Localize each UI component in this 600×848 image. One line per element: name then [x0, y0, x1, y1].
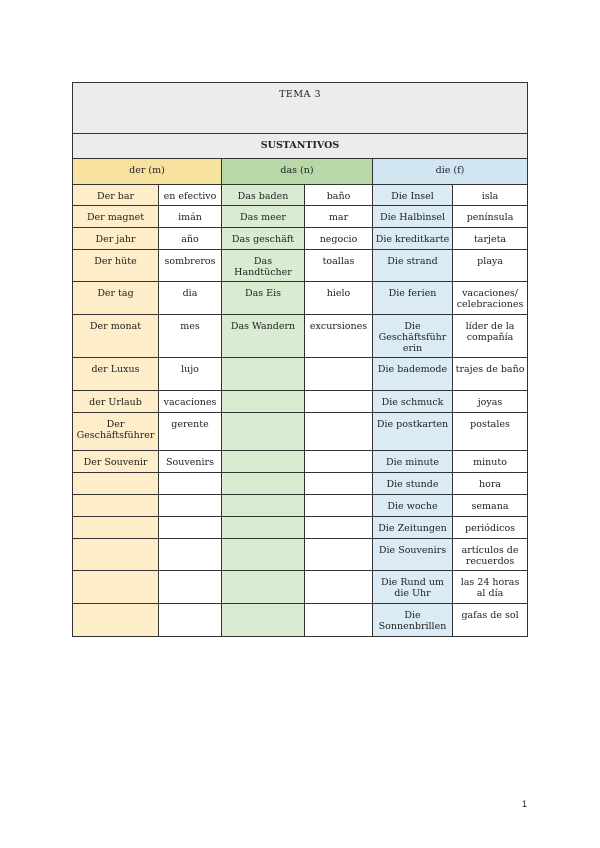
vocabulary-table [72, 82, 528, 637]
die-german-cell: Die Insel [373, 185, 453, 206]
das-spanish-cell [305, 495, 373, 517]
das-spanish-cell: mar [305, 206, 373, 228]
das-german-cell: Das Wandern [222, 315, 305, 358]
table-row [73, 282, 528, 315]
die-spanish-cell: isla [453, 185, 528, 206]
das-spanish-cell [305, 517, 373, 539]
die-spanish-cell: postales [453, 413, 528, 451]
das-german-cell [222, 473, 305, 495]
table-row [73, 604, 528, 637]
die-german-cell: Die postkarten [373, 413, 453, 451]
der-spanish-cell [159, 539, 222, 571]
die-german-cell: Die minute [373, 451, 453, 473]
table-row [73, 571, 528, 604]
das-spanish-cell [305, 451, 373, 473]
das-german-cell [222, 391, 305, 413]
der-german-cell [73, 495, 159, 517]
die-spanish-cell: líder de la compañía [453, 315, 528, 358]
der-german-cell [73, 517, 159, 539]
die-german-cell: Die bademode [373, 358, 453, 391]
der-german-cell: Der Souvenir [73, 451, 159, 473]
die-spanish-cell: trajes de baño [453, 358, 528, 391]
der-german-cell: Der monat [73, 315, 159, 358]
table-row [73, 358, 528, 391]
die-spanish-cell: hora [453, 473, 528, 495]
die-spanish-cell: semana [453, 495, 528, 517]
der-german-cell: Der tag [73, 282, 159, 315]
die-spanish-cell: minuto [453, 451, 528, 473]
table-row [73, 517, 528, 539]
die-spanish-cell: las 24 horas al día [453, 571, 528, 604]
der-spanish-cell: Souvenirs [159, 451, 222, 473]
die-german-cell: Die strand [373, 250, 453, 282]
header-der: der (m) [73, 159, 222, 185]
die-german-cell: Die Souvenirs [373, 539, 453, 571]
das-spanish-cell: toallas [305, 250, 373, 282]
das-german-cell: Das meer [222, 206, 305, 228]
header-die: die (f) [373, 159, 528, 185]
table-row [73, 413, 528, 451]
das-german-cell: Das Handtücher [222, 250, 305, 282]
table-row [73, 495, 528, 517]
der-german-cell: der Urlaub [73, 391, 159, 413]
der-german-cell [73, 604, 159, 637]
das-german-cell [222, 539, 305, 571]
der-spanish-cell: mes [159, 315, 222, 358]
der-german-cell [73, 473, 159, 495]
der-spanish-cell [159, 571, 222, 604]
table-row [73, 451, 528, 473]
table-row [73, 315, 528, 358]
gender-header-row [73, 159, 528, 185]
das-german-cell: Das baden [222, 185, 305, 206]
die-german-cell: Die Sonnenbrillen [373, 604, 453, 637]
der-spanish-cell: dia [159, 282, 222, 315]
das-german-cell [222, 571, 305, 604]
die-spanish-cell: periódicos [453, 517, 528, 539]
das-german-cell: Das Eis [222, 282, 305, 315]
der-german-cell: Der magnet [73, 206, 159, 228]
die-spanish-cell: artículos de recuerdos [453, 539, 528, 571]
der-german-cell: der Luxus [73, 358, 159, 391]
table-row [73, 473, 528, 495]
der-spanish-cell: vacaciones [159, 391, 222, 413]
die-german-cell: Die woche [373, 495, 453, 517]
subtitle-row [73, 134, 528, 159]
der-spanish-cell [159, 604, 222, 637]
title-row [73, 83, 528, 134]
der-spanish-cell [159, 495, 222, 517]
section-title: SUSTANTIVOS [73, 134, 528, 159]
die-spanish-cell: península [453, 206, 528, 228]
die-spanish-cell: vacaciones/ celebraciones [453, 282, 528, 315]
table-row [73, 539, 528, 571]
table-row [73, 250, 528, 282]
das-german-cell [222, 413, 305, 451]
die-german-cell: Die Zeitungen [373, 517, 453, 539]
das-spanish-cell: excursiones [305, 315, 373, 358]
die-german-cell: Die kreditkarte [373, 228, 453, 250]
das-spanish-cell: baño [305, 185, 373, 206]
table-row [73, 391, 528, 413]
der-german-cell [73, 539, 159, 571]
das-german-cell [222, 604, 305, 637]
die-german-cell: Die Rund um die Uhr [373, 571, 453, 604]
die-spanish-cell: gafas de sol [453, 604, 528, 637]
die-german-cell: Die stunde [373, 473, 453, 495]
das-german-cell [222, 451, 305, 473]
der-german-cell: Der Geschäftsführer [73, 413, 159, 451]
die-spanish-cell: playa [453, 250, 528, 282]
die-german-cell: Die ferien [373, 282, 453, 315]
der-spanish-cell: imán [159, 206, 222, 228]
die-spanish-cell: tarjeta [453, 228, 528, 250]
die-german-cell: Die Geschäftsführ erin [373, 315, 453, 358]
table-row [73, 228, 528, 250]
das-spanish-cell: negocio [305, 228, 373, 250]
das-spanish-cell [305, 604, 373, 637]
das-spanish-cell [305, 413, 373, 451]
das-german-cell: Das geschäft [222, 228, 305, 250]
die-german-cell: Die schmuck [373, 391, 453, 413]
der-spanish-cell: sombreros [159, 250, 222, 282]
der-german-cell: Der jahr [73, 228, 159, 250]
das-spanish-cell [305, 358, 373, 391]
table-row [73, 206, 528, 228]
der-spanish-cell [159, 517, 222, 539]
der-german-cell: Der hüte [73, 250, 159, 282]
das-german-cell [222, 495, 305, 517]
der-spanish-cell: lujo [159, 358, 222, 391]
die-german-cell: Die Halbinsel [373, 206, 453, 228]
das-spanish-cell: hielo [305, 282, 373, 315]
die-spanish-cell: joyas [453, 391, 528, 413]
table-row [73, 185, 528, 206]
das-spanish-cell [305, 539, 373, 571]
header-das: das (n) [222, 159, 373, 185]
page-number: 1 [521, 799, 527, 809]
der-german-cell: Der bar [73, 185, 159, 206]
der-spanish-cell: en efectivo [159, 185, 222, 206]
das-german-cell [222, 517, 305, 539]
der-spanish-cell: gerente [159, 413, 222, 451]
das-spanish-cell [305, 571, 373, 604]
das-german-cell [222, 358, 305, 391]
der-spanish-cell [159, 473, 222, 495]
der-german-cell [73, 571, 159, 604]
der-spanish-cell: año [159, 228, 222, 250]
page-title: TEMA 3 [73, 83, 528, 134]
das-spanish-cell [305, 473, 373, 495]
das-spanish-cell [305, 391, 373, 413]
